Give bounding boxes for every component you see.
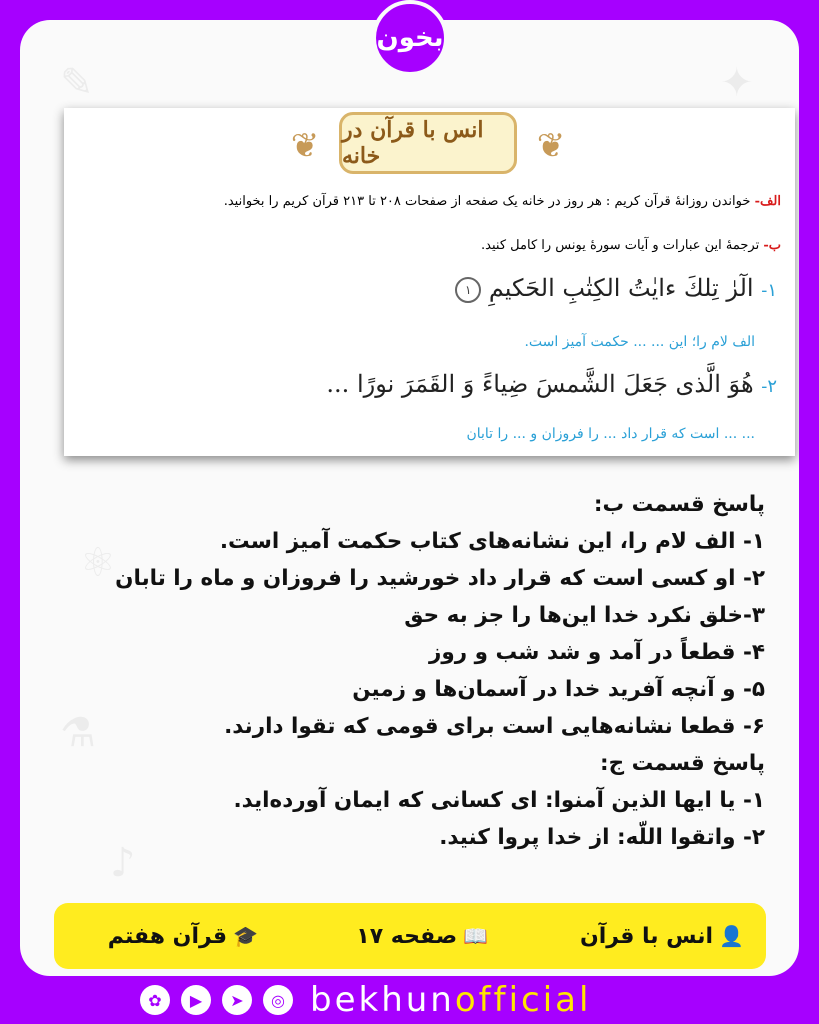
be-text: ترجمهٔ این عبارات و آیات سورهٔ یونس را کامل کنید. — [481, 238, 760, 253]
youtube-icon[interactable]: ▶ — [181, 985, 211, 1015]
social-handle[interactable] — [310, 980, 591, 1020]
translation-2: ... ... است که قرار داد ... را فروزان و ... را تابان — [466, 426, 755, 442]
verse-1-number: ۱- — [761, 280, 777, 301]
aparat-icon[interactable]: ✿ — [140, 985, 170, 1015]
verse-1 — [455, 274, 777, 303]
footer-book — [108, 903, 258, 969]
alef-text: خواندن روزانهٔ قرآن کریم : هر روز در خانه یک صفحه از صفحات ۲۰۸ تا ۲۱۳ قرآن کریم را بخوانید. — [223, 194, 751, 209]
verse-2-text: هُوَ الَّذى جَعَلَ الشَّمسَ ضِياءً وَ القَمَرَ نورًا ... — [326, 370, 754, 398]
be-label: ب- — [763, 238, 781, 253]
answers-block — [115, 486, 765, 856]
handle-accent: official — [454, 980, 592, 1020]
title-ornament — [290, 112, 566, 178]
social-bar — [140, 978, 591, 1022]
answer-heading-j: پاسخ قسمت ج: — [600, 751, 765, 776]
atom-doodle-icon: ⚛ — [80, 540, 116, 586]
be-line — [481, 238, 781, 253]
answer-line: ۲- واتقوا اللّه: از خدا پروا کنید. — [439, 825, 765, 850]
verse-2 — [326, 370, 777, 398]
flask-doodle-icon: ⚗ — [60, 710, 96, 756]
star-doodle-icon: ✦ — [720, 60, 754, 106]
open-book-icon: 📖 — [463, 924, 488, 948]
answer-line: ۱- یا ایها الذین آمنوا: ای کسانی که ایمان آورده‌اید. — [233, 788, 765, 813]
footer-bar — [54, 903, 766, 969]
logo-text: بخون — [376, 23, 444, 53]
alef-line — [224, 194, 781, 209]
footer-page-label: صفحه ۱۷ — [356, 923, 458, 949]
music-doodle-icon: ♪ — [110, 840, 136, 886]
telegram-icon[interactable]: ➤ — [222, 985, 252, 1015]
page-title: انس با قرآن در خانه — [342, 117, 484, 169]
answer-line: ۱- الف لام را، این نشانه‌های کتاب حکمت آمیز است. — [219, 529, 765, 554]
pencil-doodle-icon: ✎ — [60, 60, 94, 106]
verse-end-marker: ۱ — [455, 277, 481, 303]
left-ornament-icon: ❦ — [290, 126, 320, 166]
graduation-cap-icon: 🎓 — [233, 924, 258, 948]
footer-lesson-label: انس با قرآن — [579, 923, 714, 949]
answer-line: ۴- قطعاً در آمد و شد شب و روز — [429, 640, 765, 665]
right-ornament-icon: ❦ — [536, 126, 566, 166]
verse-2-number: ۲- — [761, 376, 777, 397]
alef-label: الف- — [754, 194, 781, 209]
bekhun-logo-icon — [372, 0, 448, 76]
title-box — [339, 112, 517, 174]
instagram-icon[interactable]: ◎ — [263, 985, 293, 1015]
textbook-page — [64, 108, 795, 456]
answer-line: ۳-خلق نکرد خدا این‌ها را جز به حق — [404, 603, 765, 628]
answer-line: ۲- او کسی است که قرار داد خورشید را فروزان و ماه را تابان — [115, 566, 765, 591]
handle-main: bekhun — [310, 980, 455, 1020]
footer-page — [356, 903, 488, 969]
footer-lesson — [580, 903, 744, 969]
student-icon: 👤 — [719, 924, 744, 948]
footer-book-label: قرآن هفتم — [107, 923, 228, 949]
answer-line: ۵- و آنچه آفرید خدا در آسمان‌ها و زمین — [352, 677, 765, 702]
answer-line: ۶- قطعا نشانه‌هایی است برای قومی که تقوا دارند. — [224, 714, 765, 739]
answer-heading-b: پاسخ قسمت ب: — [593, 492, 765, 517]
translation-1: الف لام را؛ این ... ... حکمت آمیز است. — [524, 334, 755, 350]
verse-1-text: الٓرٰ تِلكَ ءايٰتُ الكِتٰبِ الحَكيمِ — [488, 274, 754, 302]
